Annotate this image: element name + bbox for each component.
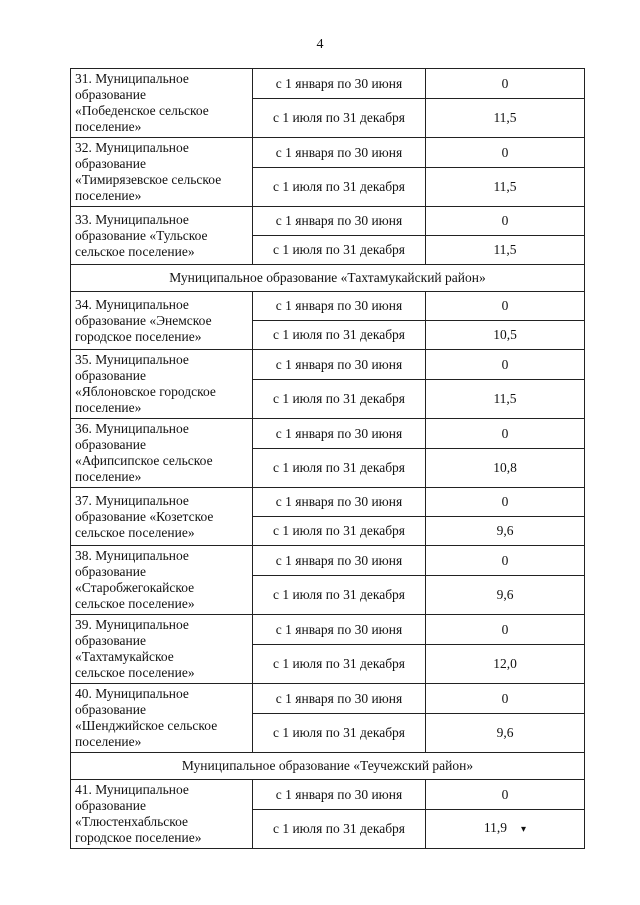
rate-value: 0 (501, 786, 509, 802)
municipality-name-line: 37. Муниципальное (75, 492, 189, 508)
municipality-name-line: поселение» (75, 400, 142, 415)
rate-value-cell (426, 615, 585, 645)
rate-value: 0 (501, 690, 509, 706)
period-cell: с 1 января по 30 июня (253, 488, 426, 517)
table-row (71, 138, 585, 168)
municipality-name-line: 39. Муниципальное (75, 617, 189, 632)
municipality-name (71, 615, 253, 684)
rate-value-cell (426, 69, 585, 99)
municipality-name-line: образование (75, 798, 146, 813)
period-cell: с 1 января по 30 июня (253, 207, 426, 236)
municipality-name-line: «Тимирязевское сельское (75, 172, 222, 187)
table-row (71, 419, 585, 449)
municipality-name-line: 38. Муниципальное (75, 548, 189, 563)
rate-value-cell (426, 684, 585, 714)
municipality-name (71, 488, 253, 546)
rate-value-cell (426, 645, 585, 684)
table-row (71, 684, 585, 714)
rate-value: 11,5 (493, 179, 517, 194)
rate-value: 11,5 (493, 242, 517, 257)
municipality-name-line: «Тахтамукайское (75, 649, 174, 664)
municipality-name-line: образование (75, 702, 146, 717)
municipality-name-line: 41. Муниципальное (75, 782, 189, 797)
rate-value-cell (426, 546, 585, 576)
municipality-name (71, 780, 253, 849)
rate-value: 10,5 (493, 327, 517, 342)
rate-value: 0 (501, 298, 509, 313)
municipality-name-line: «Афипсипское сельское (75, 453, 213, 468)
rate-value: 0 (501, 494, 509, 509)
municipality-name-line: «Победенское сельское (75, 103, 209, 118)
period-cell: с 1 июля по 31 декабря (253, 380, 426, 419)
table-row (71, 488, 585, 517)
rate-value-cell (426, 207, 585, 236)
table-row (71, 207, 585, 236)
period-cell: с 1 января по 30 июня (253, 292, 426, 321)
period-cell: с 1 января по 30 июня (253, 684, 426, 714)
municipality-name-line: городское поселение» (75, 830, 202, 845)
table-row (71, 615, 585, 645)
period-cell: с 1 июля по 31 декабря (253, 449, 426, 488)
rate-value: 0 (501, 144, 509, 160)
municipality-name-line: поселение» (75, 188, 142, 203)
municipality-name-line: сельское поселение» (75, 524, 195, 540)
period-cell: с 1 января по 30 июня (253, 546, 426, 576)
table-row (71, 69, 585, 99)
municipality-name-line: «Старобжегокайское (75, 580, 195, 595)
municipality-name-line: 31. Муниципальное (75, 71, 189, 86)
rate-value: 0 (501, 75, 509, 91)
pen-mark: ▾ (521, 824, 527, 835)
rate-value-cell (426, 321, 585, 350)
period-cell: с 1 января по 30 июня (253, 138, 426, 168)
municipality-name-line: образование «Энемское (75, 312, 212, 328)
district-row (71, 265, 585, 292)
district-row (71, 753, 585, 780)
period-cell: с 1 января по 30 июня (253, 419, 426, 449)
period-cell: с 1 июля по 31 декабря (253, 810, 426, 849)
municipality-name (71, 207, 253, 265)
municipality-name-line: 34. Муниципальное (75, 296, 189, 312)
municipality-name-line: образование (75, 156, 146, 171)
municipality-name (71, 138, 253, 207)
municipality-name-line: поселение» (75, 469, 142, 484)
rate-value-cell (426, 138, 585, 168)
table-row (71, 292, 585, 321)
municipality-name-line: образование «Козетское (75, 508, 214, 524)
rate-value-cell (426, 236, 585, 265)
page-number: 4 (316, 37, 324, 52)
municipality-name-line: поселение» (75, 119, 142, 134)
municipality-name-line: образование (75, 368, 146, 383)
district-title: Муниципальное образование «Тахтамукайский район» (71, 265, 585, 292)
rates-table (70, 68, 585, 849)
rate-value-cell (426, 350, 585, 380)
municipality-name-line: 35. Муниципальное (75, 352, 189, 367)
municipality-name-line: образование (75, 87, 146, 102)
municipality-name-line: «Тлюстенхабльское (75, 814, 189, 829)
rate-value-cell (426, 168, 585, 207)
period-cell: с 1 июля по 31 декабря (253, 99, 426, 138)
municipality-name-line: образование (75, 437, 146, 452)
period-cell: с 1 июля по 31 декабря (253, 168, 426, 207)
rates-table-body (71, 69, 585, 849)
municipality-name-line: образование (75, 564, 146, 579)
municipality-name-line: 36. Муниципальное (75, 421, 189, 436)
rate-value: 11,5 (493, 391, 517, 406)
period-cell: с 1 января по 30 июня (253, 615, 426, 645)
rate-value: 0 (501, 425, 509, 441)
municipality-name-line: образование «Тульское (75, 227, 208, 243)
rate-value: 11,9 (483, 820, 508, 835)
rate-value-cell (426, 810, 585, 849)
rate-value: 9,6 (496, 523, 514, 538)
rate-value: 0 (501, 621, 509, 637)
rate-value-cell (426, 449, 585, 488)
period-cell: с 1 июля по 31 декабря (253, 576, 426, 615)
period-cell: с 1 июля по 31 декабря (253, 321, 426, 350)
municipality-name (71, 350, 253, 419)
municipality-name-line: сельское поселение» (75, 665, 195, 680)
rate-value-cell (426, 419, 585, 449)
rate-value: 12,0 (493, 656, 517, 671)
district-title: Муниципальное образование «Теучежский район» (71, 753, 585, 780)
table-row (71, 350, 585, 380)
municipality-name-line: 32. Муниципальное (75, 140, 189, 155)
rate-value: 0 (501, 213, 509, 228)
rate-value: 9,6 (496, 587, 514, 602)
rate-value: 9,6 (496, 725, 514, 740)
period-cell: с 1 июля по 31 декабря (253, 645, 426, 684)
rate-value: 0 (501, 356, 509, 372)
municipality-name-line: городское поселение» (75, 328, 202, 344)
municipality-name (71, 546, 253, 615)
period-cell: с 1 января по 30 июня (253, 350, 426, 380)
municipality-name-line: «Шенджийское сельское (75, 718, 218, 733)
rate-value-cell (426, 488, 585, 517)
municipality-name-line: образование (75, 633, 146, 648)
municipality-name (71, 69, 253, 138)
rate-value-cell (426, 517, 585, 546)
rate-value-cell (426, 292, 585, 321)
rate-value-cell (426, 780, 585, 810)
municipality-name-line: «Яблоновское городское (75, 384, 216, 399)
period-cell: с 1 июля по 31 декабря (253, 714, 426, 753)
municipality-name-line: сельское поселение» (75, 243, 195, 259)
period-cell: с 1 июля по 31 декабря (253, 236, 426, 265)
municipality-name-line: 40. Муниципальное (75, 686, 189, 701)
period-cell: с 1 января по 30 июня (253, 780, 426, 810)
municipality-name-line: 33. Муниципальное (75, 211, 189, 227)
municipality-name (71, 292, 253, 350)
rate-value-cell (426, 99, 585, 138)
period-cell: с 1 января по 30 июня (253, 69, 426, 99)
rate-value: 11,5 (493, 110, 517, 125)
rate-value-cell (426, 576, 585, 615)
rate-value: 10,8 (493, 460, 517, 475)
table-row (71, 780, 585, 810)
table-row (71, 546, 585, 576)
period-cell: с 1 июля по 31 декабря (253, 517, 426, 546)
rate-value: 0 (501, 552, 509, 568)
rate-value-cell (426, 380, 585, 419)
municipality-name-line: поселение» (75, 734, 142, 749)
municipality-name (71, 684, 253, 753)
rate-value-cell (426, 714, 585, 753)
municipality-name-line: сельское поселение» (75, 596, 195, 611)
municipality-name (71, 419, 253, 488)
